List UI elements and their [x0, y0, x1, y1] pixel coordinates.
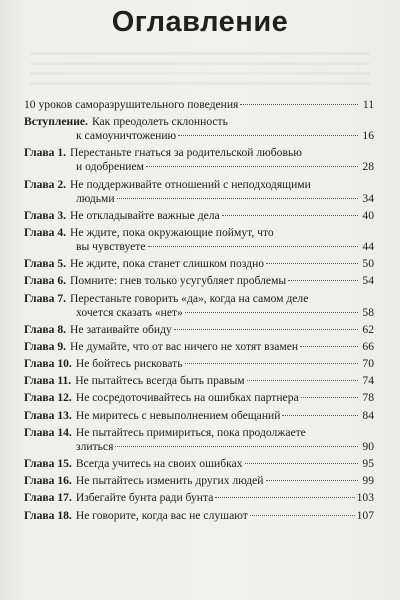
chapter-title: Не бойтесь рисковать: [75, 357, 183, 371]
toc-entry-line: [24, 257, 374, 271]
toc-entry-line: [24, 115, 374, 129]
toc-entry: [24, 115, 374, 143]
dot-leader: [247, 380, 358, 381]
toc-entry: [24, 374, 374, 388]
toc-entry: [24, 391, 374, 405]
page-number: 78: [362, 391, 374, 405]
bleed-through-line: [30, 52, 370, 55]
dot-leader: [266, 263, 358, 264]
page-number: 58: [362, 305, 374, 319]
page-number: 16: [362, 129, 374, 143]
chapter-label: Глава 11.: [24, 374, 72, 388]
chapter-title: Как преодолеть склонность: [91, 115, 228, 129]
chapter-title: людьми: [76, 191, 115, 205]
toc-entry-line: [24, 391, 374, 405]
toc-entry-line: [24, 426, 374, 440]
toc-entry-line: [24, 509, 374, 523]
toc-entry: [24, 340, 374, 354]
chapter-label: Глава 16.: [24, 474, 72, 488]
dot-leader: [245, 463, 359, 464]
dot-leader: [240, 104, 358, 105]
chapter-title: хочется сказать «нет»: [76, 305, 183, 319]
dot-leader: [146, 166, 358, 167]
toc-entry: [24, 98, 374, 112]
chapter-title: Не пытайтесь изменить других людей: [75, 474, 264, 488]
toc-entry-line: [24, 409, 374, 423]
toc-entry-line: [24, 98, 374, 112]
dot-leader: [282, 415, 358, 416]
bleed-through-line: [30, 62, 370, 65]
toc-entry-line: [24, 178, 374, 192]
chapter-title: к самоуничтожению: [76, 129, 177, 143]
chapter-label: Глава 10.: [24, 357, 72, 371]
chapter-title: Не ждите, пока станет слишком поздно: [70, 257, 265, 271]
toc-entry-line: [24, 306, 374, 320]
dot-leader: [174, 329, 358, 330]
toc-entry-line: [24, 226, 374, 240]
dot-leader: [148, 246, 359, 247]
dot-leader: [288, 280, 358, 281]
toc-entry-line: [24, 340, 374, 354]
page-number: 28: [362, 160, 374, 174]
dot-leader: [117, 198, 358, 199]
toc-entry: [24, 209, 374, 223]
chapter-label: Глава 7.: [24, 291, 67, 305]
chapter-label: Глава 3.: [24, 208, 67, 222]
chapter-title: Перестаньте говорить «да», когда на самом деле: [70, 291, 309, 305]
chapter-label: Глава 14.: [24, 425, 72, 439]
chapter-label: Глава 8.: [24, 322, 67, 336]
dot-leader: [178, 135, 358, 136]
toc-entry-line: [24, 274, 374, 288]
page-number: 74: [362, 374, 374, 388]
chapter-title: Помните: гнев только усугубляет проблемы: [70, 274, 287, 288]
chapter-label: Глава 18.: [24, 508, 72, 522]
page-number: 107: [356, 508, 374, 522]
toc-entry: [24, 146, 374, 174]
toc-entry-line: [24, 374, 374, 388]
toc-entry-line: [24, 192, 374, 206]
toc-entry-line: [24, 209, 374, 223]
chapter-title: злиться: [76, 439, 114, 453]
chapter-label: Глава 15.: [24, 457, 72, 470]
page-number: 103: [356, 491, 374, 505]
dot-leader: [185, 312, 358, 313]
toc-entry: [24, 226, 374, 254]
page-number: 11: [362, 98, 374, 111]
dot-leader: [266, 480, 359, 481]
chapter-title: и одобрением: [76, 160, 144, 174]
toc-entry-line: [24, 357, 374, 371]
toc-entry: [24, 457, 374, 471]
chapter-title: Не ждите, пока окружающие поймут, что: [70, 225, 274, 239]
dot-leader: [222, 215, 358, 216]
toc-entry-line: [24, 440, 374, 454]
page-number: 90: [362, 439, 374, 453]
toc-entry: [24, 357, 374, 371]
toc-entry: [24, 474, 374, 488]
toc-entry-line: [24, 474, 374, 488]
page-number: 34: [362, 191, 374, 205]
toc-entry-line: [24, 129, 374, 143]
chapter-title: Не говорите, когда вас не слушают: [75, 508, 248, 522]
chapter-title: Не миритесь с невыполнением обещаний: [75, 408, 281, 422]
toc-entry-line: [24, 240, 374, 254]
chapter-title: Избегайте бунта ради бунта: [75, 491, 214, 505]
page-number: 40: [362, 208, 374, 222]
chapter-label: Глава 17.: [24, 491, 72, 505]
toc-entry: [24, 257, 374, 271]
chapter-label: Глава 6.: [24, 274, 67, 288]
toc-entry-line: [24, 146, 374, 160]
chapter-label: Глава 5.: [24, 257, 67, 271]
chapter-label: Глава 9.: [24, 339, 67, 353]
table-of-contents: [24, 98, 374, 526]
chapter-title: Не думайте, что от вас ничего не хотят взамен: [70, 339, 299, 353]
chapter-label: Вступление.: [24, 115, 88, 129]
chapter-title: Не сосредоточивайтесь на ошибках партнера: [75, 391, 299, 405]
chapter-title: Не пытайтесь примириться, пока продолжаете: [75, 425, 306, 439]
toc-entry: [24, 491, 374, 505]
page-title: Оглавление: [111, 6, 289, 38]
page-number: 66: [362, 339, 374, 353]
dot-leader: [250, 515, 355, 516]
dot-leader: [301, 397, 358, 398]
dot-leader: [300, 346, 358, 347]
chapter-title: Всегда учитесь на своих ошибках: [75, 457, 243, 470]
toc-entry-line: [24, 160, 374, 174]
dot-leader: [115, 446, 358, 447]
page-number: 99: [362, 474, 374, 488]
toc-entry-line: [24, 292, 374, 306]
toc-entry-line: [24, 323, 374, 337]
toc-entry-line: [24, 491, 374, 505]
chapter-title: 10 уроков саморазрушительного поведения: [24, 98, 239, 111]
chapter-title: вы чувствуете: [76, 239, 146, 253]
chapter-title: Не пытайтесь всегда быть правым: [75, 374, 245, 388]
page-number: 70: [362, 357, 374, 371]
toc-entry: [24, 178, 374, 206]
toc-entry: [24, 409, 374, 423]
toc-entry: [24, 274, 374, 288]
chapter-title: Перестаньте гнаться за родительской любовью: [70, 146, 302, 160]
chapter-label: Глава 4.: [24, 225, 67, 239]
page-number: 50: [362, 257, 374, 271]
toc-entry-line: [24, 457, 374, 471]
bleed-through-line: [30, 72, 370, 75]
toc-entry: [24, 323, 374, 337]
bleed-through-line: [30, 82, 370, 85]
page-number: 44: [362, 239, 374, 253]
chapter-title: Не поддерживайте отношений с неподходящими: [70, 177, 311, 191]
chapter-title: Не откладывайте важные дела: [70, 208, 220, 222]
chapter-label: Глава 1.: [24, 146, 67, 160]
page-number: 95: [362, 457, 374, 470]
chapter-label: Глава 12.: [24, 391, 72, 405]
dot-leader: [185, 363, 359, 364]
chapter-title: Не затаивайте обиду: [70, 322, 172, 336]
chapter-label: Глава 2.: [24, 177, 67, 191]
dot-leader: [215, 497, 354, 498]
toc-entry: [24, 509, 374, 523]
toc-entry: [24, 426, 374, 454]
toc-entry: [24, 292, 374, 320]
chapter-label: Глава 13.: [24, 408, 72, 422]
page-number: 54: [362, 274, 374, 288]
page-number: 84: [362, 408, 374, 422]
page-number: 62: [362, 322, 374, 336]
